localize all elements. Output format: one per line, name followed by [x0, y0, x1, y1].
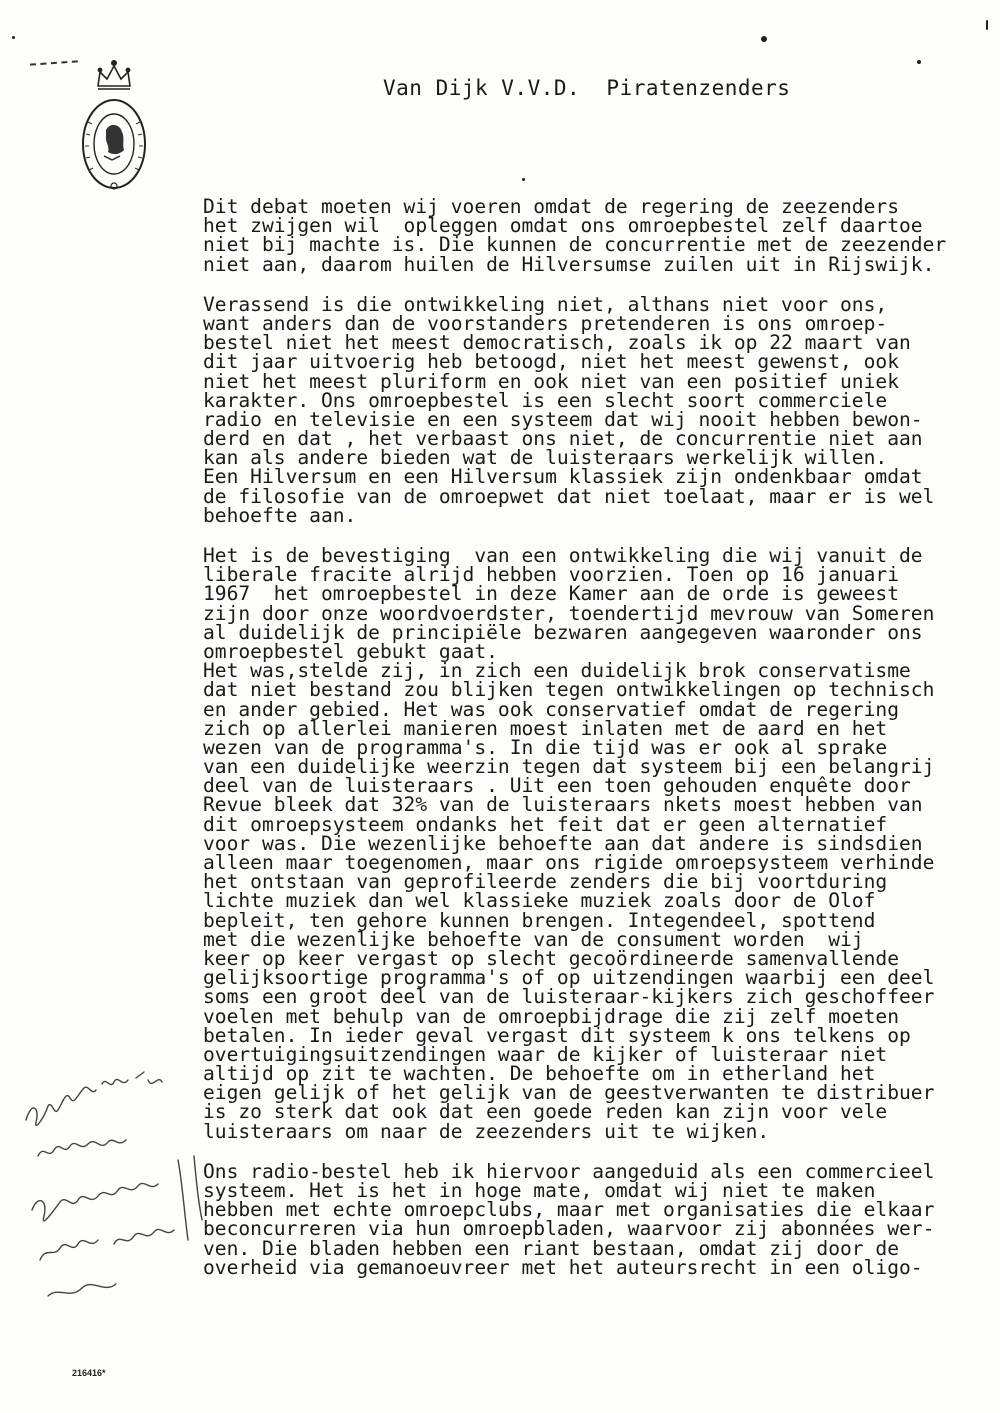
- ink-speck: [522, 178, 525, 181]
- handwritten-annotation: [18, 1060, 218, 1320]
- document-body: [203, 197, 993, 1298]
- text-line: beconcurreren via hun omroepbladen, waarvoor zij abonnées wer-: [203, 1217, 935, 1241]
- text-line: betalen. In ieder geval vergast dit systeem k ons telkens op: [203, 1023, 911, 1047]
- text-line: hebben met echte omroepclubs, maar met organisaties die elkaar: [203, 1198, 935, 1222]
- text-line: luisteraars om naar de zeezenders uit te wijken.: [203, 1119, 770, 1143]
- text-line: kan als andere bieden wat de luisteraars werkelijk willen.: [203, 446, 888, 470]
- text-line: Verassend is die ontwikkeling niet, althans niet voor ons,: [203, 292, 888, 316]
- text-line: zijn door onze woordvoerdster, toendertijd mevrouw van Someren: [203, 601, 935, 625]
- text-line: voor was. Die wezenlijke behoefte aan dat andere is sindsdien: [203, 831, 923, 855]
- paragraph-2: [203, 292, 993, 527]
- text-line: niet bij machte is. Die kunnen de concurrentie met de zeezender: [203, 233, 947, 257]
- pen-mark: [30, 60, 78, 69]
- paragraph-4: [203, 1159, 993, 1279]
- text-line: gelijksoortige programma's of op uitzendingen waarbij een deel: [203, 966, 935, 990]
- paragraph-1: [203, 197, 993, 274]
- text-line: lichte muziek dan wel klassieke muziek zoals door de Olof: [203, 889, 876, 913]
- text-line: dit jaar uitvoerig heb betoogd, niet het meest gewenst, ook: [203, 350, 899, 374]
- text-line: overheid via gemanoeuvreer met het auteursrecht in een oligo-: [203, 1255, 923, 1279]
- text-line: want anders dan de voorstanders pretenderen is ons omroep-: [203, 311, 888, 335]
- text-line: zich op allerlei manieren moest inlaten met de aard en het: [203, 716, 888, 740]
- text-line: altijd op zit te wachten. De behoefte om in etherland het: [203, 1062, 876, 1086]
- text-line: omroepbestel gebukt gaat.: [203, 639, 498, 663]
- text-line: systeem. Het is het in hoge mate, omdat wij niet te maken: [203, 1179, 876, 1202]
- parliament-seal-logo: [78, 52, 150, 192]
- ink-speck: [986, 20, 988, 30]
- text-line: dat niet bestand zou blijken tegen ontwikkelingen op technisch: [203, 678, 935, 702]
- text-line: wezen van de programma's. In die tijd was er ook al sprake: [203, 735, 888, 759]
- text-line: liberale fracite alrijd hebben voorzien. Toen op 16 januari: [203, 563, 899, 587]
- text-line: derd en dat , het verbaast ons niet, de concurrentie niet aan: [203, 427, 923, 451]
- text-line: dit omroepsysteem ondanks het feit dat er geen alternatief: [203, 812, 888, 836]
- text-line: Dit debat moeten wij voeren omdat de regering de zeezenders: [203, 195, 899, 218]
- text-line: ven. Die bladen hebben een riant bestaan, omdat zij door de: [203, 1236, 899, 1260]
- text-line: karakter. Ons omroepbestel is een slecht soort commerciele: [203, 388, 888, 412]
- ink-speck: [917, 60, 921, 64]
- paragraph-3: [203, 546, 993, 1141]
- text-line: Het is de bevestiging van een ontwikkeling die wij vanuit de: [203, 544, 923, 567]
- text-line: deel van de luisteraars . Uit een toen gehouden enquête door: [203, 774, 911, 798]
- text-line: de filosofie van de omroepwet dat niet toelaat, maar er is wel: [203, 484, 935, 508]
- text-line: radio en televisie en een systeem dat wij nooit hebben bewon-: [203, 407, 923, 431]
- text-line: Ons radio-bestel heb ik hiervoor aangeduid als een commercieel: [203, 1159, 935, 1183]
- text-line: alleen maar toegenomen, maar ons rigide omroepsysteem verhinde: [203, 851, 935, 874]
- text-line: het zwijgen wil opleggen omdat ons omroepbestel zelf daartoe: [203, 214, 923, 238]
- text-line: al duidelijk de principiële bezwaren aangegeven waaronder ons: [203, 620, 923, 644]
- text-line: niet het meest pluriform en ook niet van een positief uniek: [203, 369, 899, 393]
- text-line: het ontstaan van geprofileerde zenders die bij voortduring: [203, 870, 888, 894]
- text-line: behoefte aan.: [203, 503, 357, 527]
- text-line: overtuigingsuitzendingen waar de kijker of luisteraar niet: [203, 1042, 888, 1066]
- text-line: bestel niet het meest democratisch, zoals ik op 22 maart van: [203, 331, 911, 355]
- ink-speck: [12, 36, 15, 39]
- archive-stamp-number: 216416*: [72, 1368, 106, 1378]
- text-line: soms een groot deel van de luisteraar-kijkers zich geschoffeer: [203, 985, 935, 1009]
- text-line: met die wezenlijke behoefte van de consument worden wij: [203, 927, 864, 951]
- text-line: en ander gebied. Het was ook conservatief omdat de regering: [203, 697, 899, 721]
- text-line: niet aan, daarom huilen de Hilversumse zuilen uit in Rijswijk.: [203, 252, 935, 276]
- text-line: Een Hilversum en een Hilversum klassiek zijn ondenkbaar omdat: [203, 465, 923, 489]
- text-line: van een duidelijke weerzin tegen dat systeem bij een belangrij: [203, 755, 935, 779]
- text-line: voelen met behulp van de omroepbijdrage die zij zelf moeten: [203, 1004, 899, 1028]
- text-line: is zo sterk dat ook dat een goede reden kan zijn voor vele: [203, 1100, 888, 1124]
- ink-speck: [761, 36, 767, 42]
- text-line: Revue bleek dat 32% van de luisteraars nkets moest hebben van: [203, 793, 923, 817]
- text-line: Het was,stelde zij, in zich een duidelijk brok conservatisme: [203, 659, 911, 683]
- text-line: bepleit, ten gehore kunnen brengen. Integendeel, spottend: [203, 908, 876, 932]
- page-title: Van Dijk V.V.D. Piratenzenders: [383, 76, 791, 100]
- text-line: 1967 het omroepbestel in deze Kamer aan de orde is geweest: [203, 582, 899, 606]
- text-line: keer op keer vergast op slecht gecoördineerde samenvallende: [203, 946, 899, 970]
- text-line: eigen gelijk of het gelijk van de geestverwanten te distribuer: [203, 1081, 935, 1105]
